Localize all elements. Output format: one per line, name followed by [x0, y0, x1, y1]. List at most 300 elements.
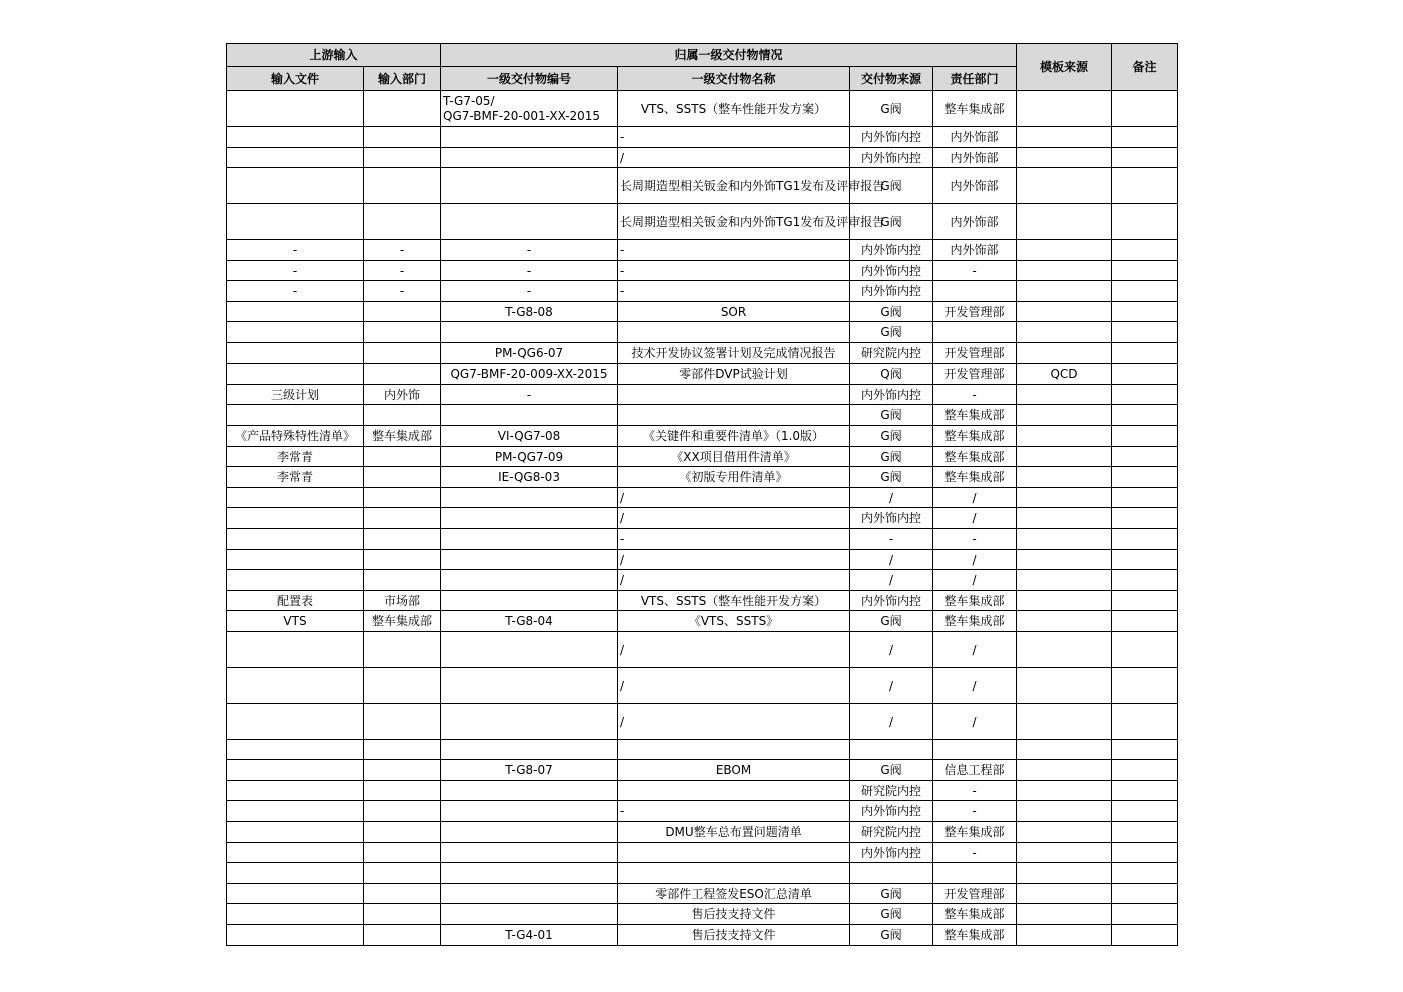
- cell-responsible-dept: -: [933, 843, 1017, 863]
- table-row: [227, 261, 1178, 281]
- table-row: [227, 426, 1178, 447]
- cell-template-source: QCD: [1017, 364, 1112, 385]
- cell-input-dept: [364, 405, 441, 426]
- cell-template-source: [1017, 322, 1112, 343]
- cell-responsible-dept: /: [933, 550, 1017, 570]
- cell-input-dept: [364, 884, 441, 904]
- cell-remarks: [1112, 611, 1178, 632]
- cell-deliverable-name: -: [618, 261, 850, 281]
- cell-deliverable-code: [441, 801, 618, 822]
- cell-template-source: [1017, 426, 1112, 447]
- cell-deliverable-source: Q阀: [850, 364, 933, 385]
- cell-input-file: [227, 302, 364, 322]
- cell-input-file: [227, 127, 364, 148]
- cell-input-file: [227, 488, 364, 508]
- cell-deliverable-source: G阀: [850, 168, 933, 204]
- cell-deliverable-source: /: [850, 550, 933, 570]
- cell-input-dept: [364, 148, 441, 168]
- cell-deliverable-code: [441, 863, 618, 884]
- cell-responsible-dept: 开发管理部: [933, 302, 1017, 322]
- cell-input-file: [227, 364, 364, 385]
- deliverables-table: [226, 43, 1178, 946]
- cell-template-source: [1017, 550, 1112, 570]
- cell-deliverable-name: 售后技支持文件: [618, 925, 850, 946]
- cell-responsible-dept: -: [933, 261, 1017, 281]
- cell-deliverable-name: 长周期造型相关钣金和内外饰TG1发布及评审报告: [618, 204, 850, 240]
- cell-input-dept: [364, 550, 441, 570]
- table-row: [227, 801, 1178, 822]
- cell-responsible-dept: 整车集成部: [933, 426, 1017, 447]
- cell-responsible-dept: 内外饰部: [933, 204, 1017, 240]
- cell-deliverable-code: [441, 884, 618, 904]
- cell-input-dept: -: [364, 281, 441, 302]
- cell-deliverable-code: [441, 822, 618, 843]
- table-row: [227, 343, 1178, 364]
- table-row: [227, 91, 1178, 127]
- cell-responsible-dept: 整车集成部: [933, 925, 1017, 946]
- cell-responsible-dept: [933, 322, 1017, 343]
- cell-responsible-dept: -: [933, 385, 1017, 405]
- cell-remarks: [1112, 801, 1178, 822]
- header-remarks: 备注: [1112, 44, 1178, 91]
- cell-deliverable-name: VTS、SSTS（整车性能开发方案）: [618, 591, 850, 611]
- cell-deliverable-source: 内外饰内控: [850, 148, 933, 168]
- cell-responsible-dept: -: [933, 781, 1017, 801]
- table-row: [227, 760, 1178, 781]
- cell-responsible-dept: 开发管理部: [933, 884, 1017, 904]
- cell-input-file: [227, 529, 364, 550]
- cell-input-dept: 整车集成部: [364, 611, 441, 632]
- cell-input-file: [227, 843, 364, 863]
- cell-input-file: [227, 781, 364, 801]
- cell-deliverable-source: 内外饰内控: [850, 843, 933, 863]
- cell-input-file: 配置表: [227, 591, 364, 611]
- table-row: [227, 148, 1178, 168]
- cell-template-source: [1017, 591, 1112, 611]
- cell-remarks: [1112, 127, 1178, 148]
- cell-deliverable-source: 内外饰内控: [850, 508, 933, 529]
- cell-input-file: [227, 863, 364, 884]
- cell-deliverable-code: IE-QG8-03: [441, 467, 618, 488]
- cell-template-source: [1017, 168, 1112, 204]
- cell-deliverable-name: /: [618, 570, 850, 591]
- cell-responsible-dept: 整车集成部: [933, 822, 1017, 843]
- cell-deliverable-name: 《VTS、SSTS》: [618, 611, 850, 632]
- cell-input-file: [227, 668, 364, 704]
- cell-deliverable-code: [441, 127, 618, 148]
- cell-remarks: [1112, 261, 1178, 281]
- cell-deliverable-name: [618, 322, 850, 343]
- cell-deliverable-source: G阀: [850, 760, 933, 781]
- cell-template-source: [1017, 488, 1112, 508]
- cell-input-dept: [364, 467, 441, 488]
- cell-input-file: [227, 822, 364, 843]
- cell-input-dept: [364, 904, 441, 925]
- cell-input-file: [227, 925, 364, 946]
- cell-input-dept: [364, 822, 441, 843]
- cell-input-file: [227, 884, 364, 904]
- cell-deliverable-code: QG7-BMF-20-009-XX-2015: [441, 364, 618, 385]
- cell-input-file: 《产品特殊特性清单》: [227, 426, 364, 447]
- cell-input-file: [227, 508, 364, 529]
- cell-deliverable-name: EBOM: [618, 760, 850, 781]
- cell-responsible-dept: /: [933, 570, 1017, 591]
- cell-deliverable-source: G阀: [850, 925, 933, 946]
- cell-template-source: [1017, 668, 1112, 704]
- cell-input-dept: -: [364, 261, 441, 281]
- cell-template-source: [1017, 405, 1112, 426]
- cell-deliverable-source: /: [850, 488, 933, 508]
- cell-input-dept: [364, 488, 441, 508]
- cell-input-dept: [364, 447, 441, 467]
- table-row: [227, 550, 1178, 570]
- cell-template-source: [1017, 904, 1112, 925]
- cell-deliverable-name: [618, 385, 850, 405]
- cell-template-source: [1017, 385, 1112, 405]
- cell-deliverable-code: -: [441, 281, 618, 302]
- table-row: [227, 281, 1178, 302]
- cell-deliverable-code: [441, 570, 618, 591]
- cell-deliverable-source: /: [850, 632, 933, 668]
- cell-deliverable-code: T-G8-04: [441, 611, 618, 632]
- cell-deliverable-source: G阀: [850, 426, 933, 447]
- cell-deliverable-source: G阀: [850, 91, 933, 127]
- cell-responsible-dept: 信息工程部: [933, 760, 1017, 781]
- cell-deliverable-source: G阀: [850, 405, 933, 426]
- cell-responsible-dept: 内外饰部: [933, 240, 1017, 261]
- header-input-file: 输入文件: [227, 67, 364, 91]
- cell-deliverable-code: [441, 781, 618, 801]
- table-row: [227, 488, 1178, 508]
- cell-deliverable-code: PM-QG7-09: [441, 447, 618, 467]
- cell-remarks: [1112, 364, 1178, 385]
- table-row: [227, 925, 1178, 946]
- table-row: [227, 781, 1178, 801]
- header-deliverable-code: 一级交付物编号: [441, 67, 618, 91]
- table-row: [227, 204, 1178, 240]
- cell-deliverable-name: 《初版专用件清单》: [618, 467, 850, 488]
- table-row: [227, 591, 1178, 611]
- cell-deliverable-code: -: [441, 385, 618, 405]
- cell-template-source: [1017, 632, 1112, 668]
- cell-input-file: [227, 204, 364, 240]
- cell-input-dept: [364, 168, 441, 204]
- cell-template-source: [1017, 611, 1112, 632]
- cell-input-dept: 整车集成部: [364, 426, 441, 447]
- table-row: [227, 467, 1178, 488]
- cell-deliverable-source: 内外饰内控: [850, 801, 933, 822]
- cell-responsible-dept: 整车集成部: [933, 447, 1017, 467]
- cell-deliverable-source: G阀: [850, 884, 933, 904]
- cell-input-file: [227, 740, 364, 760]
- cell-responsible-dept: 整车集成部: [933, 467, 1017, 488]
- cell-responsible-dept: [933, 281, 1017, 302]
- cell-input-file: -: [227, 281, 364, 302]
- cell-deliverable-name: /: [618, 668, 850, 704]
- cell-input-dept: [364, 302, 441, 322]
- cell-template-source: [1017, 204, 1112, 240]
- cell-remarks: [1112, 447, 1178, 467]
- cell-input-file: [227, 343, 364, 364]
- cell-deliverable-name: /: [618, 488, 850, 508]
- cell-responsible-dept: 整车集成部: [933, 904, 1017, 925]
- cell-template-source: [1017, 570, 1112, 591]
- cell-deliverable-source: [850, 740, 933, 760]
- cell-responsible-dept: 整车集成部: [933, 405, 1017, 426]
- cell-template-source: [1017, 863, 1112, 884]
- table-row: [227, 632, 1178, 668]
- cell-input-dept: [364, 925, 441, 946]
- cell-deliverable-source: G阀: [850, 322, 933, 343]
- cell-template-source: [1017, 843, 1112, 863]
- cell-remarks: [1112, 168, 1178, 204]
- cell-input-dept: [364, 668, 441, 704]
- table-row: [227, 302, 1178, 322]
- cell-template-source: [1017, 508, 1112, 529]
- cell-deliverable-source: /: [850, 570, 933, 591]
- header-input-dept: 输入部门: [364, 67, 441, 91]
- cell-deliverable-source: 内外饰内控: [850, 591, 933, 611]
- cell-input-dept: [364, 801, 441, 822]
- cell-input-file: [227, 168, 364, 204]
- cell-input-file: [227, 148, 364, 168]
- table-row: [227, 385, 1178, 405]
- cell-input-file: 三级计划: [227, 385, 364, 405]
- cell-remarks: [1112, 281, 1178, 302]
- cell-remarks: [1112, 385, 1178, 405]
- cell-template-source: [1017, 884, 1112, 904]
- cell-remarks: [1112, 467, 1178, 488]
- cell-template-source: [1017, 302, 1112, 322]
- cell-input-file: -: [227, 240, 364, 261]
- cell-input-dept: [364, 91, 441, 127]
- cell-responsible-dept: -: [933, 529, 1017, 550]
- cell-remarks: [1112, 302, 1178, 322]
- cell-deliverable-source: G阀: [850, 611, 933, 632]
- cell-deliverable-name: -: [618, 281, 850, 302]
- cell-input-dept: 市场部: [364, 591, 441, 611]
- cell-input-dept: [364, 704, 441, 740]
- cell-deliverable-code: [441, 843, 618, 863]
- header-responsible-dept: 责任部门: [933, 67, 1017, 91]
- cell-template-source: [1017, 781, 1112, 801]
- cell-deliverable-name: -: [618, 127, 850, 148]
- cell-input-file: [227, 760, 364, 781]
- cell-responsible-dept: /: [933, 704, 1017, 740]
- table-row: [227, 168, 1178, 204]
- table-row: [227, 447, 1178, 467]
- cell-deliverable-code: [441, 632, 618, 668]
- cell-deliverable-name: 零部件工程签发ESO汇总清单: [618, 884, 850, 904]
- cell-responsible-dept: 内外饰部: [933, 168, 1017, 204]
- cell-remarks: [1112, 925, 1178, 946]
- cell-input-file: [227, 91, 364, 127]
- cell-deliverable-code: [441, 405, 618, 426]
- table-row: [227, 884, 1178, 904]
- cell-deliverable-name: 技术开发协议签署计划及完成情况报告: [618, 343, 850, 364]
- cell-deliverable-name: 售后技支持文件: [618, 904, 850, 925]
- cell-deliverable-name: 《关键件和重要件清单》（1.0版）: [618, 426, 850, 447]
- cell-responsible-dept: /: [933, 668, 1017, 704]
- cell-template-source: [1017, 740, 1112, 760]
- cell-remarks: [1112, 529, 1178, 550]
- cell-deliverable-source: G阀: [850, 302, 933, 322]
- cell-remarks: [1112, 322, 1178, 343]
- cell-deliverable-source: 研究院内控: [850, 822, 933, 843]
- table-row: [227, 127, 1178, 148]
- cell-deliverable-name: 零部件DVP试验计划: [618, 364, 850, 385]
- cell-deliverable-code: [441, 591, 618, 611]
- cell-input-dept: [364, 781, 441, 801]
- cell-deliverable-name: /: [618, 508, 850, 529]
- cell-responsible-dept: /: [933, 632, 1017, 668]
- cell-remarks: [1112, 488, 1178, 508]
- cell-deliverable-source: G阀: [850, 447, 933, 467]
- cell-remarks: [1112, 863, 1178, 884]
- cell-deliverable-source: 内外饰内控: [850, 127, 933, 148]
- table-row: [227, 704, 1178, 740]
- cell-deliverable-source: 内外饰内控: [850, 261, 933, 281]
- cell-deliverable-name: [618, 843, 850, 863]
- cell-input-file: 李常青: [227, 447, 364, 467]
- cell-input-dept: [364, 204, 441, 240]
- header-upstream-input: 上游输入: [227, 44, 441, 67]
- cell-input-file: [227, 570, 364, 591]
- table-row: [227, 611, 1178, 632]
- cell-deliverable-code: [441, 668, 618, 704]
- cell-input-file: -: [227, 261, 364, 281]
- table-row: [227, 570, 1178, 591]
- cell-remarks: [1112, 668, 1178, 704]
- cell-input-dept: [364, 127, 441, 148]
- cell-deliverable-code: T-G8-07: [441, 760, 618, 781]
- cell-input-dept: [364, 863, 441, 884]
- cell-deliverable-source: G阀: [850, 904, 933, 925]
- cell-input-dept: [364, 322, 441, 343]
- cell-input-dept: [364, 529, 441, 550]
- cell-input-file: [227, 904, 364, 925]
- cell-remarks: [1112, 781, 1178, 801]
- cell-deliverable-code: VI-QG7-08: [441, 426, 618, 447]
- cell-input-dept: [364, 364, 441, 385]
- header-deliverable-source: 交付物来源: [850, 67, 933, 91]
- cell-deliverable-code: [441, 148, 618, 168]
- header-template-source: 模板来源: [1017, 44, 1112, 91]
- table-row: [227, 843, 1178, 863]
- cell-template-source: [1017, 148, 1112, 168]
- cell-responsible-dept: /: [933, 488, 1017, 508]
- cell-deliverable-code: [441, 550, 618, 570]
- cell-deliverable-name: [618, 781, 850, 801]
- cell-deliverable-name: /: [618, 148, 850, 168]
- cell-responsible-dept: 整车集成部: [933, 591, 1017, 611]
- cell-template-source: [1017, 822, 1112, 843]
- cell-deliverable-source: G阀: [850, 204, 933, 240]
- cell-input-dept: [364, 843, 441, 863]
- cell-deliverable-code: [441, 904, 618, 925]
- cell-input-dept: -: [364, 240, 441, 261]
- table-row: [227, 668, 1178, 704]
- table-row: [227, 240, 1178, 261]
- cell-input-file: [227, 550, 364, 570]
- cell-deliverable-code: T-G7-05/ QG7-BMF-20-001-XX-2015: [441, 91, 618, 127]
- cell-input-file: 李常青: [227, 467, 364, 488]
- cell-input-file: [227, 405, 364, 426]
- cell-remarks: [1112, 632, 1178, 668]
- cell-deliverable-code: [441, 740, 618, 760]
- cell-input-dept: [364, 343, 441, 364]
- cell-deliverable-name: 《XX项目借用件清单》: [618, 447, 850, 467]
- cell-deliverable-source: 研究院内控: [850, 343, 933, 364]
- cell-template-source: [1017, 529, 1112, 550]
- table-row: [227, 405, 1178, 426]
- cell-deliverable-code: [441, 704, 618, 740]
- cell-remarks: [1112, 591, 1178, 611]
- cell-deliverable-code: -: [441, 240, 618, 261]
- cell-deliverable-code: T-G8-08: [441, 302, 618, 322]
- header-deliverable-name: 一级交付物名称: [618, 67, 850, 91]
- cell-remarks: [1112, 148, 1178, 168]
- cell-deliverable-code: [441, 508, 618, 529]
- cell-remarks: [1112, 508, 1178, 529]
- table-row: [227, 508, 1178, 529]
- cell-deliverable-source: 研究院内控: [850, 781, 933, 801]
- cell-input-file: [227, 632, 364, 668]
- cell-template-source: [1017, 127, 1112, 148]
- cell-deliverable-name: SOR: [618, 302, 850, 322]
- cell-remarks: [1112, 843, 1178, 863]
- cell-deliverable-name: VTS、SSTS（整车性能开发方案）: [618, 91, 850, 127]
- cell-remarks: [1112, 343, 1178, 364]
- cell-deliverable-code: PM-QG6-07: [441, 343, 618, 364]
- cell-deliverable-source: G阀: [850, 467, 933, 488]
- cell-template-source: [1017, 91, 1112, 127]
- cell-template-source: [1017, 704, 1112, 740]
- cell-deliverable-code: [441, 488, 618, 508]
- cell-remarks: [1112, 91, 1178, 127]
- cell-input-dept: 内外饰: [364, 385, 441, 405]
- cell-remarks: [1112, 240, 1178, 261]
- cell-template-source: [1017, 281, 1112, 302]
- cell-deliverable-name: [618, 863, 850, 884]
- cell-responsible-dept: -: [933, 801, 1017, 822]
- cell-template-source: [1017, 467, 1112, 488]
- cell-responsible-dept: 整车集成部: [933, 91, 1017, 127]
- cell-input-file: VTS: [227, 611, 364, 632]
- cell-responsible-dept: 整车集成部: [933, 611, 1017, 632]
- table-row: [227, 822, 1178, 843]
- table-row: [227, 322, 1178, 343]
- cell-deliverable-code: [441, 168, 618, 204]
- table-row: [227, 740, 1178, 760]
- cell-deliverable-name: [618, 740, 850, 760]
- cell-responsible-dept: /: [933, 508, 1017, 529]
- cell-deliverable-name: 长周期造型相关钣金和内外饰TG1发布及评审报告: [618, 168, 850, 204]
- cell-deliverable-name: -: [618, 240, 850, 261]
- cell-deliverable-source: 内外饰内控: [850, 385, 933, 405]
- cell-deliverable-name: -: [618, 801, 850, 822]
- cell-remarks: [1112, 405, 1178, 426]
- cell-deliverable-name: -: [618, 529, 850, 550]
- cell-deliverable-source: 内外饰内控: [850, 281, 933, 302]
- cell-remarks: [1112, 760, 1178, 781]
- cell-remarks: [1112, 704, 1178, 740]
- cell-template-source: [1017, 925, 1112, 946]
- cell-template-source: [1017, 760, 1112, 781]
- cell-responsible-dept: 开发管理部: [933, 364, 1017, 385]
- cell-template-source: [1017, 261, 1112, 281]
- cell-input-file: [227, 704, 364, 740]
